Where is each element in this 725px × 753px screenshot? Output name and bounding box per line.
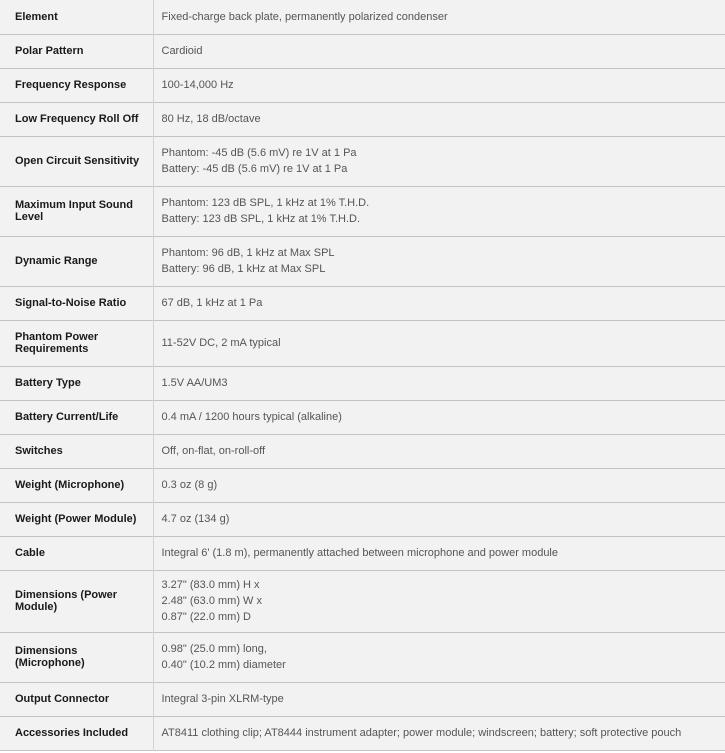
spec-value: [153, 536, 725, 570]
spec-row-output-connector: [0, 682, 725, 716]
spec-value-line: Battery: 123 dB SPL, 1 kHz at 1% T.H.D.: [161, 213, 360, 225]
spec-value-line: 0.87" (22.0 mm) D: [161, 611, 251, 623]
spec-row-signal-to-noise-ratio: [0, 286, 725, 320]
spec-value: [153, 682, 725, 716]
spec-value-line: 1.5V AA/UM3: [161, 377, 228, 389]
spec-value: [153, 68, 725, 102]
spec-value-line: 100-14,000 Hz: [161, 79, 234, 91]
spec-row-accessories-included: [0, 716, 725, 750]
spec-value: [153, 236, 725, 286]
spec-value: [153, 400, 725, 434]
spec-label: Dynamic Range: [0, 236, 153, 286]
spec-value-line: 67 dB, 1 kHz at 1 Pa: [161, 297, 263, 309]
spec-value: [153, 716, 725, 750]
spec-label: Switches: [0, 434, 153, 468]
spec-value-line: 80 Hz, 18 dB/octave: [161, 113, 261, 125]
spec-label: Dimensions (Microphone): [0, 632, 153, 682]
spec-label: Cable: [0, 536, 153, 570]
spec-value-line: Integral 6' (1.8 m), permanently attached between microphone and power module: [161, 547, 558, 559]
spec-row-open-circuit-sensitivity: [0, 136, 725, 186]
spec-label: Output Connector: [0, 682, 153, 716]
spec-row-battery-current-life: [0, 400, 725, 434]
spec-row-element: [0, 0, 725, 34]
spec-label: Battery Current/Life: [0, 400, 153, 434]
spec-label: Signal-to-Noise Ratio: [0, 286, 153, 320]
spec-row-weight-power-module: [0, 502, 725, 536]
spec-value-line: AT8411 clothing clip; AT8444 instrument adapter; power module; windscreen; battery; soft protective pouch: [161, 727, 682, 739]
spec-value-line: Off, on-flat, on-roll-off: [161, 445, 266, 457]
spec-value-line: 0.4 mA / 1200 hours typical (alkaline): [161, 411, 342, 423]
spec-row-cable: [0, 536, 725, 570]
spec-value-line: Battery: -45 dB (5.6 mV) re 1V at 1 Pa: [161, 163, 348, 175]
spec-label: Weight (Power Module): [0, 502, 153, 536]
spec-value: [153, 434, 725, 468]
spec-value-line: 0.40" (10.2 mm) diameter: [161, 659, 286, 671]
spec-label: Dimensions (Power Module): [0, 570, 153, 632]
spec-row-dimensions-microphone: [0, 632, 725, 682]
spec-value-line: Phantom: 96 dB, 1 kHz at Max SPL: [161, 247, 335, 259]
spec-value-line: Cardioid: [161, 45, 203, 57]
spec-row-switches: [0, 434, 725, 468]
spec-row-polar-pattern: [0, 34, 725, 68]
spec-label: Element: [0, 0, 153, 34]
spec-row-dynamic-range: [0, 236, 725, 286]
spec-label: Open Circuit Sensitivity: [0, 136, 153, 186]
spec-value: [153, 366, 725, 400]
spec-value: [153, 570, 725, 632]
spec-value-line: Fixed-charge back plate, permanently polarized condenser: [161, 10, 448, 23]
spec-value: [153, 34, 725, 68]
spec-value: [153, 136, 725, 186]
spec-value-line: 0.98" (25.0 mm) long,: [161, 643, 267, 655]
spec-row-low-frequency-roll-off: [0, 102, 725, 136]
spec-row-dimensions-power-module: [0, 570, 725, 632]
spec-value: [153, 186, 725, 236]
spec-label: Weight (Microphone): [0, 468, 153, 502]
spec-value-line: Battery: 96 dB, 1 kHz at Max SPL: [161, 263, 326, 275]
spec-row-weight-microphone: [0, 468, 725, 502]
spec-value-line: Phantom: -45 dB (5.6 mV) re 1V at 1 Pa: [161, 147, 357, 159]
spec-row-frequency-response: [0, 68, 725, 102]
spec-value: [153, 286, 725, 320]
spec-row-battery-type: [0, 366, 725, 400]
spec-label: Low Frequency Roll Off: [0, 102, 153, 136]
spec-value: [153, 632, 725, 682]
spec-label: Phantom Power Requirements: [0, 320, 153, 366]
spec-label: Accessories Included: [0, 716, 153, 750]
spec-label: Maximum Input Sound Level: [0, 186, 153, 236]
spec-value-line: Integral 3-pin XLRM-type: [161, 693, 284, 705]
spec-value-line: 11-52V DC, 2 mA typical: [161, 337, 281, 349]
spec-value-line: 3.27" (83.0 mm) H x: [161, 579, 260, 591]
spec-label: Frequency Response: [0, 68, 153, 102]
spec-value: [153, 320, 725, 366]
spec-row-phantom-power-requirements: [0, 320, 725, 366]
spec-label: Polar Pattern: [0, 34, 153, 68]
spec-value-line: 0.3 oz (8 g): [161, 479, 218, 491]
spec-value: [153, 102, 725, 136]
spec-value-line: 4.7 oz (134 g): [161, 513, 230, 525]
spec-value: [153, 468, 725, 502]
spec-value: [153, 0, 725, 34]
spec-label: Battery Type: [0, 366, 153, 400]
spec-value-line: 2.48" (63.0 mm) W x: [161, 595, 262, 607]
spec-value-line: Phantom: 123 dB SPL, 1 kHz at 1% T.H.D.: [161, 197, 370, 209]
spec-value: [153, 502, 725, 536]
spec-row-maximum-input-sound-level: [0, 186, 725, 236]
